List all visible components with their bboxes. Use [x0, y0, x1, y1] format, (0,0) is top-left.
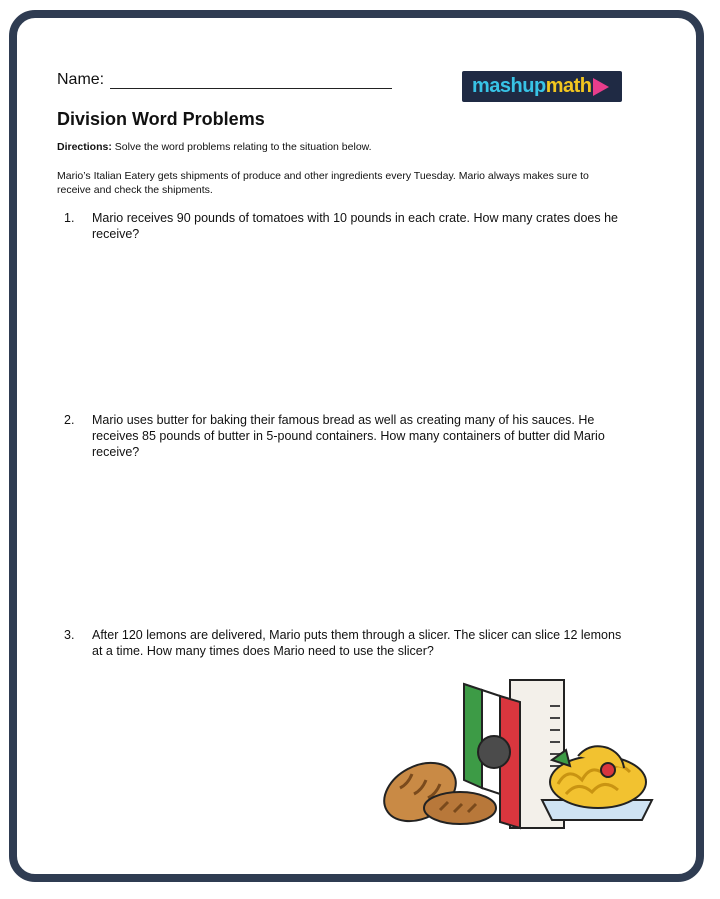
italian-food-illustration: [382, 676, 664, 832]
directions: [57, 141, 372, 153]
intro-paragraph: Mario’s Italian Eatery gets shipments of produce and other ingredients every Tuesday. Mario always makes sure to receive and check the shipments.: [57, 170, 589, 196]
problem-3: [64, 627, 624, 659]
problem-2: [64, 412, 624, 460]
name-label: Name:: [57, 71, 105, 88]
problem-number: 1.: [64, 211, 75, 225]
problem-1: [64, 210, 624, 242]
problem-text: Mario receives 90 pounds of tomatoes with 10 pounds in each crate. How many crates does he receive?: [92, 211, 618, 241]
page-title: Division Word Problems: [57, 109, 265, 129]
problem-text: After 120 lemons are delivered, Mario puts them through a slicer. The slicer can slice 12 lemons at a time. How many times does Mario need to use the slicer?: [92, 628, 622, 658]
directions-label: Directions:: [57, 141, 112, 153]
name-blank-line: [110, 70, 392, 89]
logo-text-mashup: mashup: [472, 75, 546, 97]
problem-number: 3.: [64, 628, 75, 642]
problem-number: 2.: [64, 413, 75, 427]
problem-text: Mario uses butter for baking their famous bread as well as creating many of his sauces. He receives 85 pounds of butter in 5-pound containers. How many containers of butter did Mario receive?: [92, 413, 605, 459]
mashupmath-logo: [462, 71, 622, 102]
spaghetti-icon: [542, 746, 652, 820]
name-row: [57, 70, 392, 89]
directions-text: Solve the word problems relating to the situation below.: [114, 141, 372, 153]
play-icon: [593, 78, 609, 96]
logo-text-math: math: [545, 75, 592, 97]
